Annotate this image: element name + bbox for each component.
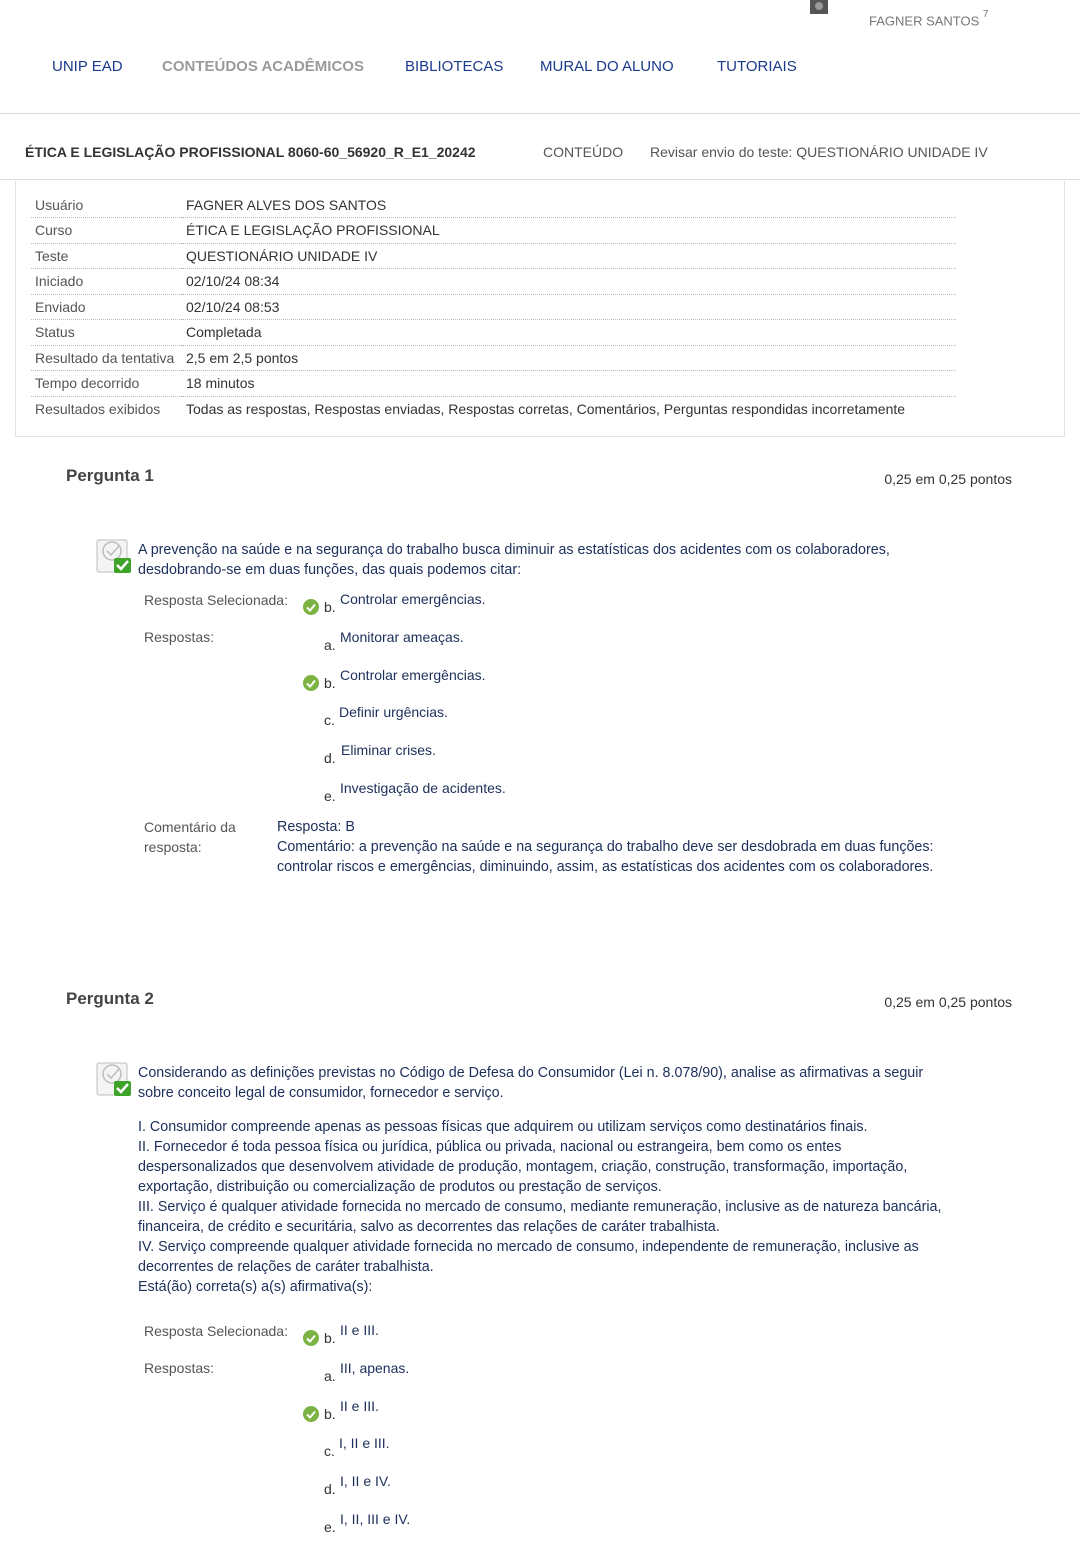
correct-check-icon bbox=[302, 674, 320, 692]
breadcrumb bbox=[0, 114, 1080, 180]
table-row bbox=[31, 371, 956, 397]
option-text: II e III. bbox=[340, 1322, 379, 1338]
option-letter: b. bbox=[324, 1406, 336, 1422]
question-text-line: desdobrando-se em duas funções, das quais podemos citar: bbox=[138, 562, 522, 578]
question-1-title: Pergunta 1 bbox=[66, 466, 154, 485]
summary-value: Completada bbox=[182, 320, 956, 346]
option-letter: e. bbox=[324, 788, 336, 804]
option-letter: d. bbox=[324, 1481, 336, 1497]
question-2-statements bbox=[138, 1117, 998, 1297]
table-row bbox=[31, 192, 956, 218]
correct-check-icon bbox=[302, 1329, 320, 1347]
correct-check-icon bbox=[302, 1405, 320, 1423]
table-row bbox=[31, 345, 956, 371]
statement-line: Está(ão) correta(s) a(s) afirmativa(s): bbox=[138, 1279, 373, 1295]
answers-label: Respostas: bbox=[144, 629, 215, 645]
option-text: II e III. bbox=[340, 1398, 379, 1414]
avatar[interactable] bbox=[810, 0, 828, 14]
main-nav bbox=[0, 40, 1080, 114]
statement-line: I. Consumidor compreende apenas as pessoas físicas que adquirem ou utilizam serviços como destinatários finais. bbox=[138, 1119, 868, 1135]
answer-comment bbox=[277, 817, 997, 877]
question-2-text bbox=[138, 1063, 978, 1103]
table-row bbox=[31, 218, 956, 244]
statement-line: IV. Serviço compreende qualquer atividade fornecida no mercado de consumo, independente de remuneração, inclusive as bbox=[138, 1239, 919, 1255]
notification-count: 7 bbox=[982, 9, 989, 20]
statement-line: exportação, distribuição ou comercialização de produtos ou prestação de serviços. bbox=[138, 1179, 662, 1195]
option-letter: e. bbox=[324, 1519, 336, 1535]
option-text: Monitorar ameaças. bbox=[340, 629, 464, 645]
top-user-bar bbox=[0, 0, 1080, 40]
correct-check-icon bbox=[302, 598, 320, 616]
comment-label bbox=[144, 817, 264, 857]
summary-value: 18 minutos bbox=[182, 371, 956, 397]
option-letter: b. bbox=[324, 1330, 336, 1346]
summary-value: QUESTIONÁRIO UNIDADE IV bbox=[182, 243, 956, 269]
correct-question-icon bbox=[96, 537, 134, 575]
question-1-text bbox=[138, 540, 978, 580]
comment-label-line: resposta: bbox=[144, 839, 202, 855]
nav-item-bibliotecas[interactable]: BIBLIOTECAS bbox=[405, 58, 504, 75]
nav-item-mural-do-aluno[interactable]: MURAL DO ALUNO bbox=[540, 58, 674, 75]
summary-key: Iniciado bbox=[31, 269, 182, 295]
summary-key: Resultados exibidos bbox=[35, 401, 161, 417]
option-text: I, II e IV. bbox=[340, 1473, 391, 1489]
summary-key: Teste bbox=[31, 243, 182, 269]
question-text-line: Considerando as definições previstas no Código de Defesa do Consumidor (Lei n. 8.078/90), analise as afirmativas a seguir bbox=[138, 1065, 924, 1081]
attempt-summary bbox=[15, 181, 1065, 437]
question-2-points: 0,25 em 0,25 pontos bbox=[884, 994, 1012, 1010]
option-text: Investigação de acidentes. bbox=[340, 780, 506, 796]
option-text: Definir urgências. bbox=[339, 704, 448, 720]
nav-item-tutoriais[interactable]: TUTORIAIS bbox=[717, 58, 797, 75]
statement-line: II. Fornecedor é toda pessoa física ou jurídica, pública ou privada, nacional ou estrangeira, bem como os entes bbox=[138, 1139, 842, 1155]
option-letter: a. bbox=[324, 1368, 336, 1384]
table-row bbox=[31, 269, 956, 295]
summary-key: Curso bbox=[31, 218, 182, 244]
option-letter: c. bbox=[324, 1443, 335, 1459]
comment-label-line: Comentário da bbox=[144, 819, 236, 835]
option-text: I, II, III e IV. bbox=[340, 1511, 411, 1527]
summary-table bbox=[31, 192, 956, 422]
option-text: I, II e III. bbox=[339, 1435, 390, 1451]
summary-value: ÉTICA E LEGISLAÇÃO PROFISSIONAL bbox=[182, 218, 956, 244]
option-letter: b. bbox=[324, 675, 336, 691]
breadcrumb-current: Revisar envio do teste: QUESTIONÁRIO UNIDADE IV bbox=[650, 144, 988, 160]
comment-line: Resposta: B bbox=[277, 819, 355, 835]
summary-key: Resultado da tentativa bbox=[31, 345, 182, 371]
question-1-points: 0,25 em 0,25 pontos bbox=[884, 471, 1012, 487]
option-text: Eliminar crises. bbox=[341, 742, 436, 758]
correct-question-icon bbox=[96, 1060, 134, 1098]
question-text-line: sobre conceito legal de consumidor, fornecedor e serviço. bbox=[138, 1085, 504, 1101]
table-row bbox=[31, 320, 956, 346]
breadcrumb-content[interactable]: CONTEÚDO bbox=[543, 144, 624, 160]
summary-key: Usuário bbox=[31, 192, 182, 218]
summary-key: Tempo decorrido bbox=[31, 371, 182, 397]
table-row bbox=[31, 243, 956, 269]
summary-key: Enviado bbox=[31, 294, 182, 320]
user-menu[interactable] bbox=[869, 9, 989, 29]
option-text: Controlar emergências. bbox=[340, 591, 486, 607]
summary-value: 02/10/24 08:34 bbox=[182, 269, 956, 295]
option-text: III, apenas. bbox=[340, 1360, 410, 1376]
statement-line: despersonalizados que desenvolvem atividade de produção, montagem, criação, construção, transformação, importação, bbox=[138, 1159, 908, 1175]
question-2-title: Pergunta 2 bbox=[66, 989, 154, 1008]
summary-key: Status bbox=[31, 320, 182, 346]
table-row bbox=[31, 294, 956, 320]
nav-item-unip-ead[interactable]: UNIP EAD bbox=[52, 58, 123, 75]
option-text: Controlar emergências. bbox=[340, 667, 486, 683]
option-letter: b. bbox=[324, 599, 336, 615]
nav-item-conteudos-academicos[interactable]: CONTEÚDOS ACADÊMICOS bbox=[162, 58, 364, 75]
user-name: FAGNER SANTOS bbox=[869, 13, 980, 29]
statement-line: financeira, de crédito e securitária, salvo as decorrentes das relações de caráter trabalhista. bbox=[138, 1219, 720, 1235]
option-letter: d. bbox=[324, 750, 336, 766]
summary-value: 2,5 em 2,5 pontos bbox=[182, 345, 956, 371]
comment-line: Comentário: a prevenção na saúde e na segurança do trabalho deve ser desdobrada em duas funções: bbox=[277, 839, 934, 855]
summary-value: Todas as respostas, Respostas enviadas, Respostas corretas, Comentários, Perguntas respondidas incorretamente bbox=[186, 401, 906, 417]
question-text-line: A prevenção na saúde e na segurança do trabalho busca diminuir as estatísticas dos acidentes com os colaboradores, bbox=[138, 542, 890, 558]
comment-line: controlar riscos e emergências, diminuindo, assim, as estatísticas dos acidentes com os colaboradores. bbox=[277, 859, 934, 875]
table-row bbox=[31, 396, 956, 422]
statement-line: decorrentes de relações de caráter trabalhista. bbox=[138, 1259, 434, 1275]
option-letter: c. bbox=[324, 712, 335, 728]
selected-answer-label: Resposta Selecionada: bbox=[144, 592, 288, 608]
summary-value: FAGNER ALVES DOS SANTOS bbox=[182, 192, 956, 218]
statement-line: III. Serviço é qualquer atividade fornecida no mercado de consumo, mediante remuneração, inclusive as de natureza bancária, bbox=[138, 1199, 942, 1215]
answers-label: Respostas: bbox=[144, 1360, 215, 1376]
selected-answer-label: Resposta Selecionada: bbox=[144, 1323, 288, 1339]
breadcrumb-course[interactable]: ÉTICA E LEGISLAÇÃO PROFISSIONAL 8060-60_56920_R_E1_20242 bbox=[25, 144, 476, 160]
option-letter: a. bbox=[324, 637, 336, 653]
summary-value: 02/10/24 08:53 bbox=[182, 294, 956, 320]
